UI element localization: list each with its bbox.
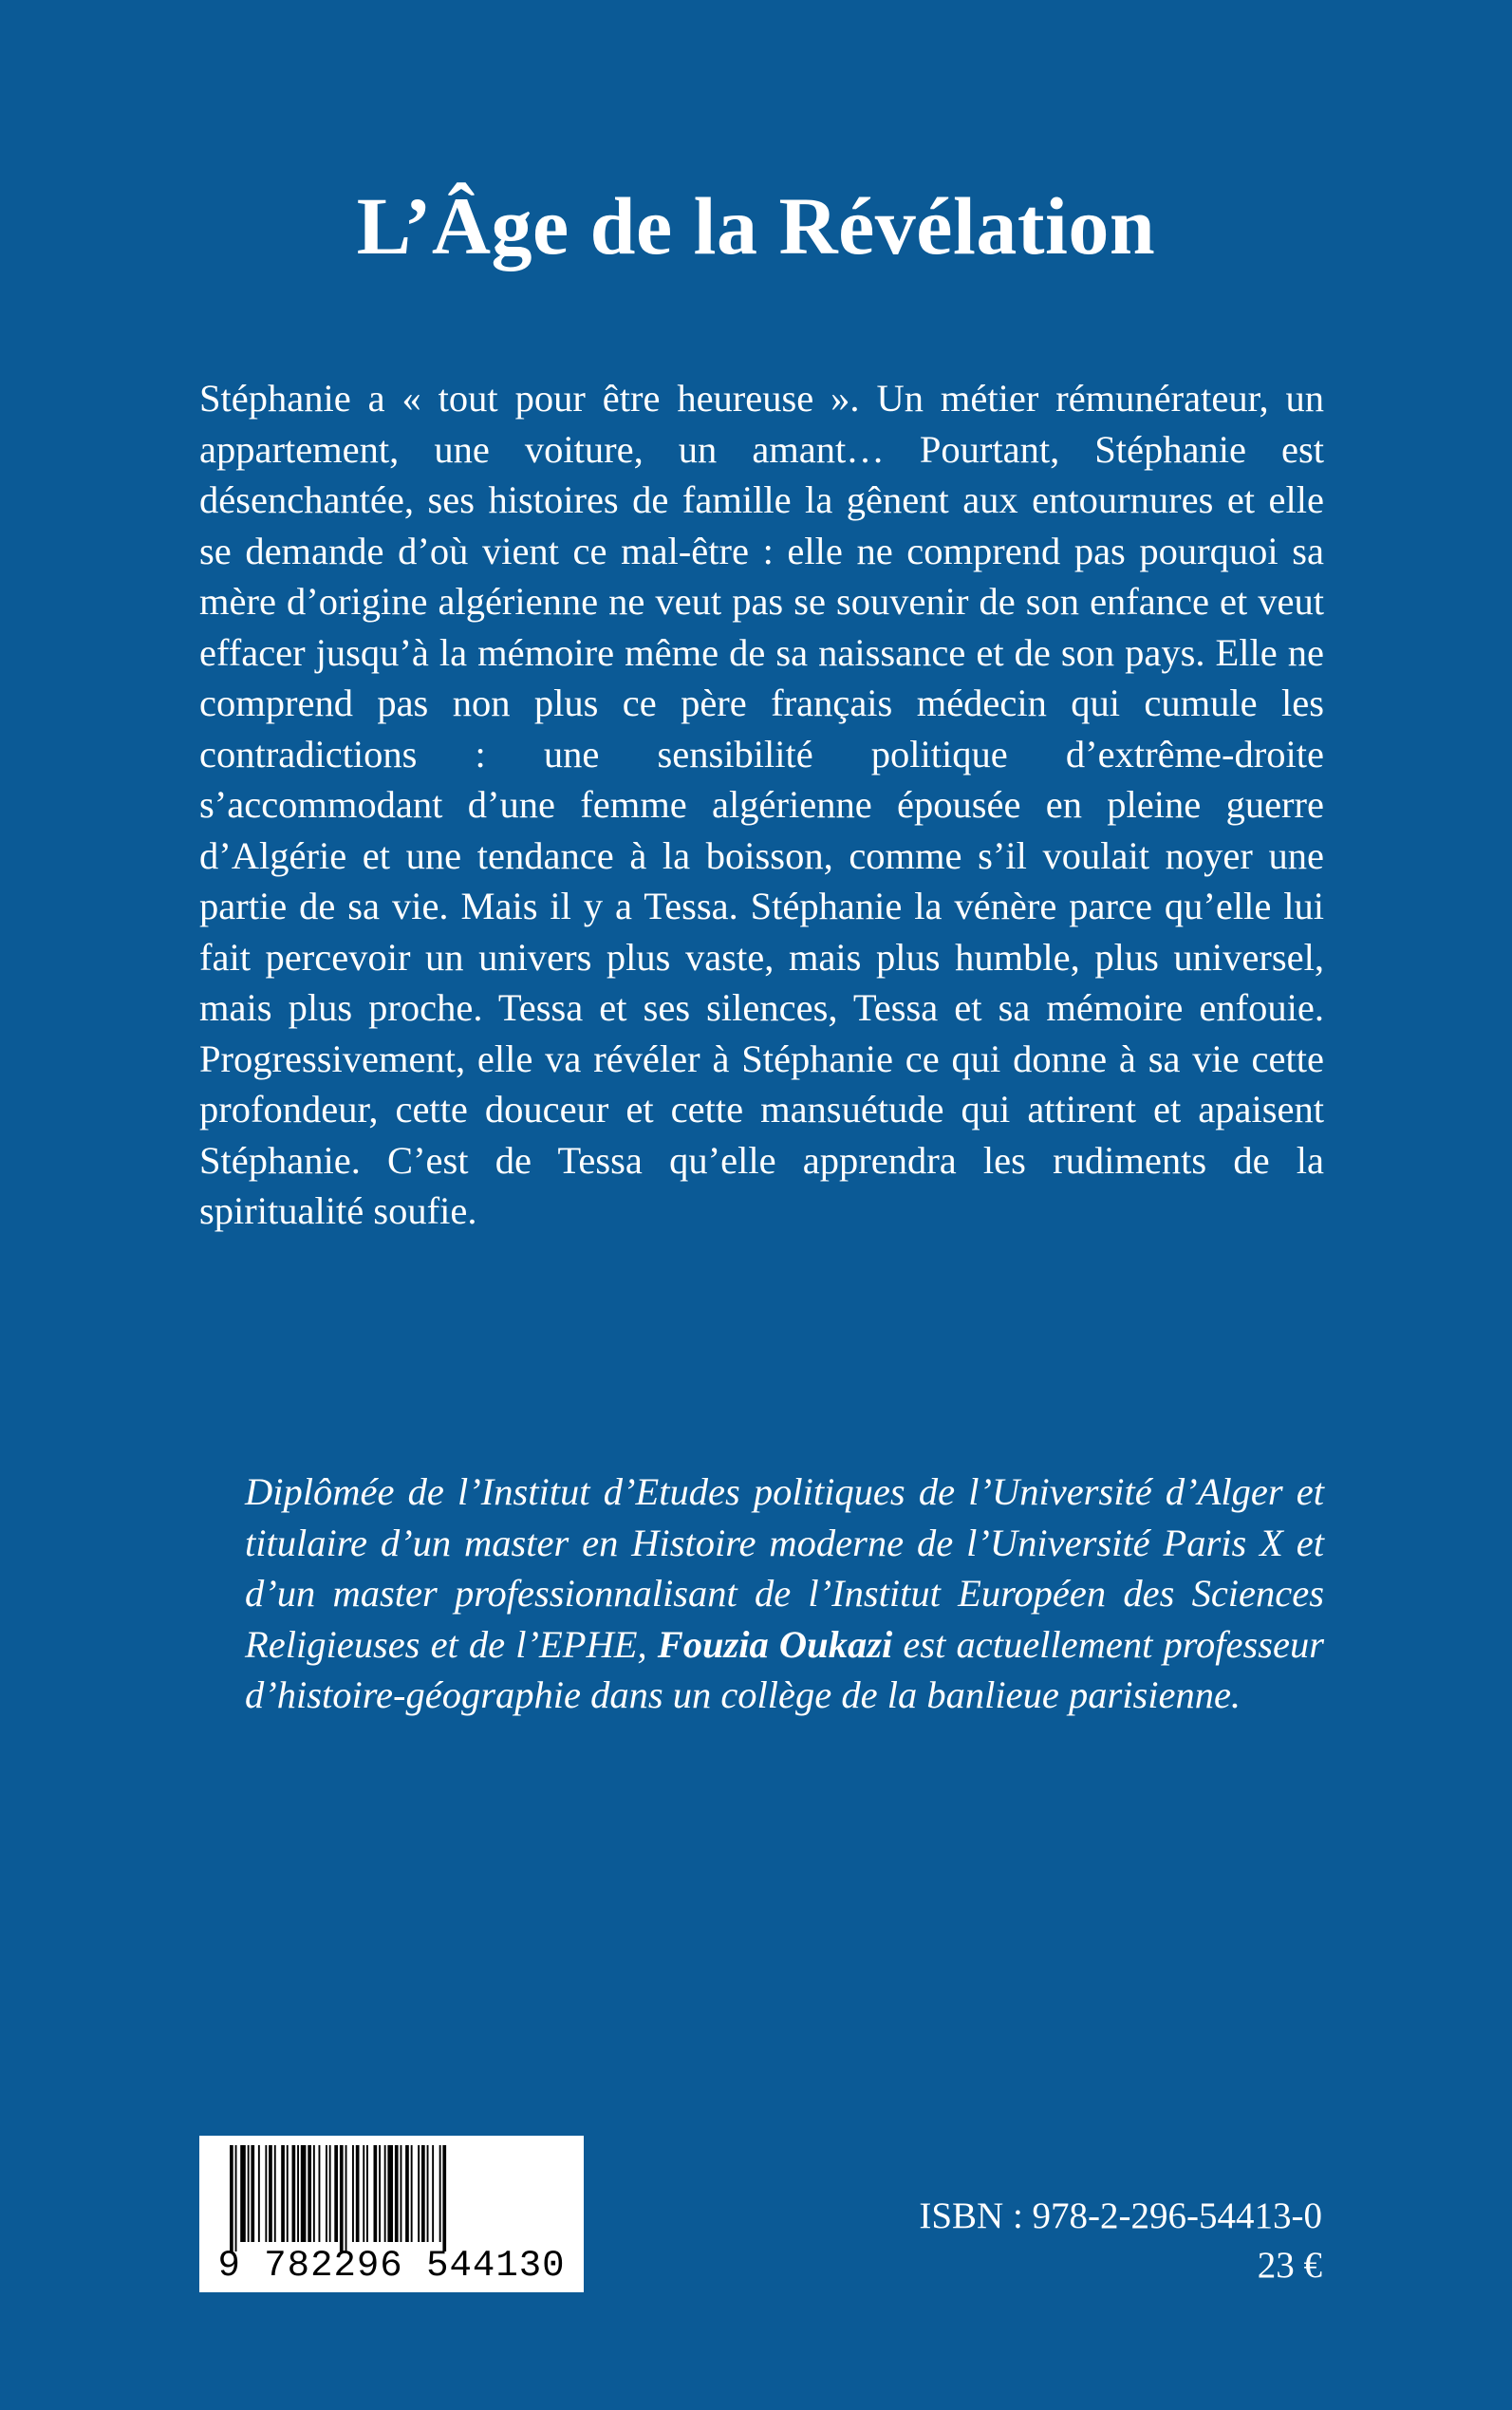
price: 23 €: [1257, 2245, 1322, 2286]
author-bio: [245, 1467, 1324, 1721]
barcode-bar: [439, 2145, 441, 2242]
barcode-bar: [281, 2145, 285, 2242]
barcode-bar: [421, 2145, 425, 2242]
barcode-bar: [405, 2145, 409, 2242]
barcode-bar: [401, 2145, 402, 2242]
barcode-bar: [230, 2145, 233, 2251]
barcode-digits: 9 782296 544130: [217, 2245, 566, 2287]
barcode-bar: [235, 2145, 237, 2251]
barcode-bar: [326, 2145, 327, 2242]
barcode-bar: [366, 2145, 368, 2242]
barcode-bar: [329, 2145, 331, 2242]
synopsis-text: Stéphanie a « tout pour être heureuse ». Un métier rémunérateur, un appartement, une voiture, un amant… Pourtant, Stéphanie est désenchantée, ses histoires de famille la gênent aux entournures et elle se demande d’où vient ce mal-être : elle ne comprend pas pourquoi sa mère d’origine algérienne ne veut pas se souvenir de son enfance et veut effacer jusqu’à la mémoire même de sa naissance et de son pays. Elle ne comprend pas non plus ce père français médecin qui cumule les contradictions : une sensibilité politique d’extrême-droite s’accommodant d’une femme algérienne épousée en pleine guerre d’Algérie et une tendance à la boisson, comme s’il voulait noyer une partie de sa vie. Mais il y a Tessa. Stéphanie la vénère parce qu’elle lui fait percevoir un univers plus vaste, mais plus humble, plus universel, mais plus proche. Tessa et ses silences, Tessa et sa mémoire enfouie. Progressivement, elle va révéler à Stéphanie ce qui donne à sa vie cette profondeur, cette douceur et cette mansuétude qui attirent et apaisent Stéphanie. C’est de Tessa qu’elle apprendra les rudiments de la spiritualité soufie.: [199, 377, 1324, 1232]
barcode-bar: [384, 2145, 386, 2242]
barcode-bar: [363, 2145, 364, 2242]
barcode-bar: [379, 2145, 381, 2242]
barcode-bar: [334, 2145, 338, 2242]
barcode-bar: [248, 2145, 250, 2242]
barcode-bar: [418, 2145, 420, 2242]
barcode-bar: [352, 2145, 354, 2242]
barcode-bar: [427, 2145, 429, 2242]
barcode: [199, 2136, 584, 2292]
barcode-bar: [319, 2145, 321, 2242]
barcode-bar: [345, 2145, 347, 2251]
barcode-bar: [308, 2145, 311, 2242]
barcode-bar: [251, 2145, 254, 2242]
barcode-bar: [274, 2145, 276, 2242]
barcode-bar: [287, 2145, 289, 2242]
barcode-bar: [258, 2145, 260, 2242]
barcode-bar: [432, 2145, 434, 2242]
barcode-bar: [340, 2145, 344, 2251]
barcode-bar: [442, 2145, 446, 2251]
barcode-bar: [269, 2145, 272, 2242]
author-bio-after: est actuellement professeur d’histoire-géographie dans un collège de la banlieue parisienne.: [245, 1622, 1324, 1716]
barcode-bar: [387, 2145, 393, 2242]
author-bio-block: [245, 1467, 1324, 1721]
isbn: ISBN : 978-2-296-54413-0: [919, 2195, 1322, 2236]
barcode-bar: [411, 2145, 413, 2242]
barcode-bar: [313, 2145, 315, 2242]
barcode-bar: [374, 2145, 378, 2242]
synopsis-block: [199, 373, 1324, 1237]
barcode-bar: [395, 2145, 399, 2242]
barcode-bar: [297, 2145, 299, 2242]
barcode-bar: [301, 2145, 307, 2242]
author-name: Fouzia Oukazi: [657, 1622, 893, 1666]
barcode-bar: [240, 2145, 246, 2242]
book-title: L’Âge de la Révélation: [356, 179, 1156, 271]
barcode-bar: [265, 2145, 267, 2242]
barcode-bar: [292, 2145, 296, 2242]
barcode-bar: [356, 2145, 360, 2242]
author-bio-before: Diplômée de l’Institut d’Etudes politiques de l’Université d’Alger et titulaire d’un master en Histoire moderne de l’Université Paris X et d’un master professionnalisant de l’Institut Européen des Sciences Religieuses et de l’EPHE,: [245, 1470, 1324, 1666]
